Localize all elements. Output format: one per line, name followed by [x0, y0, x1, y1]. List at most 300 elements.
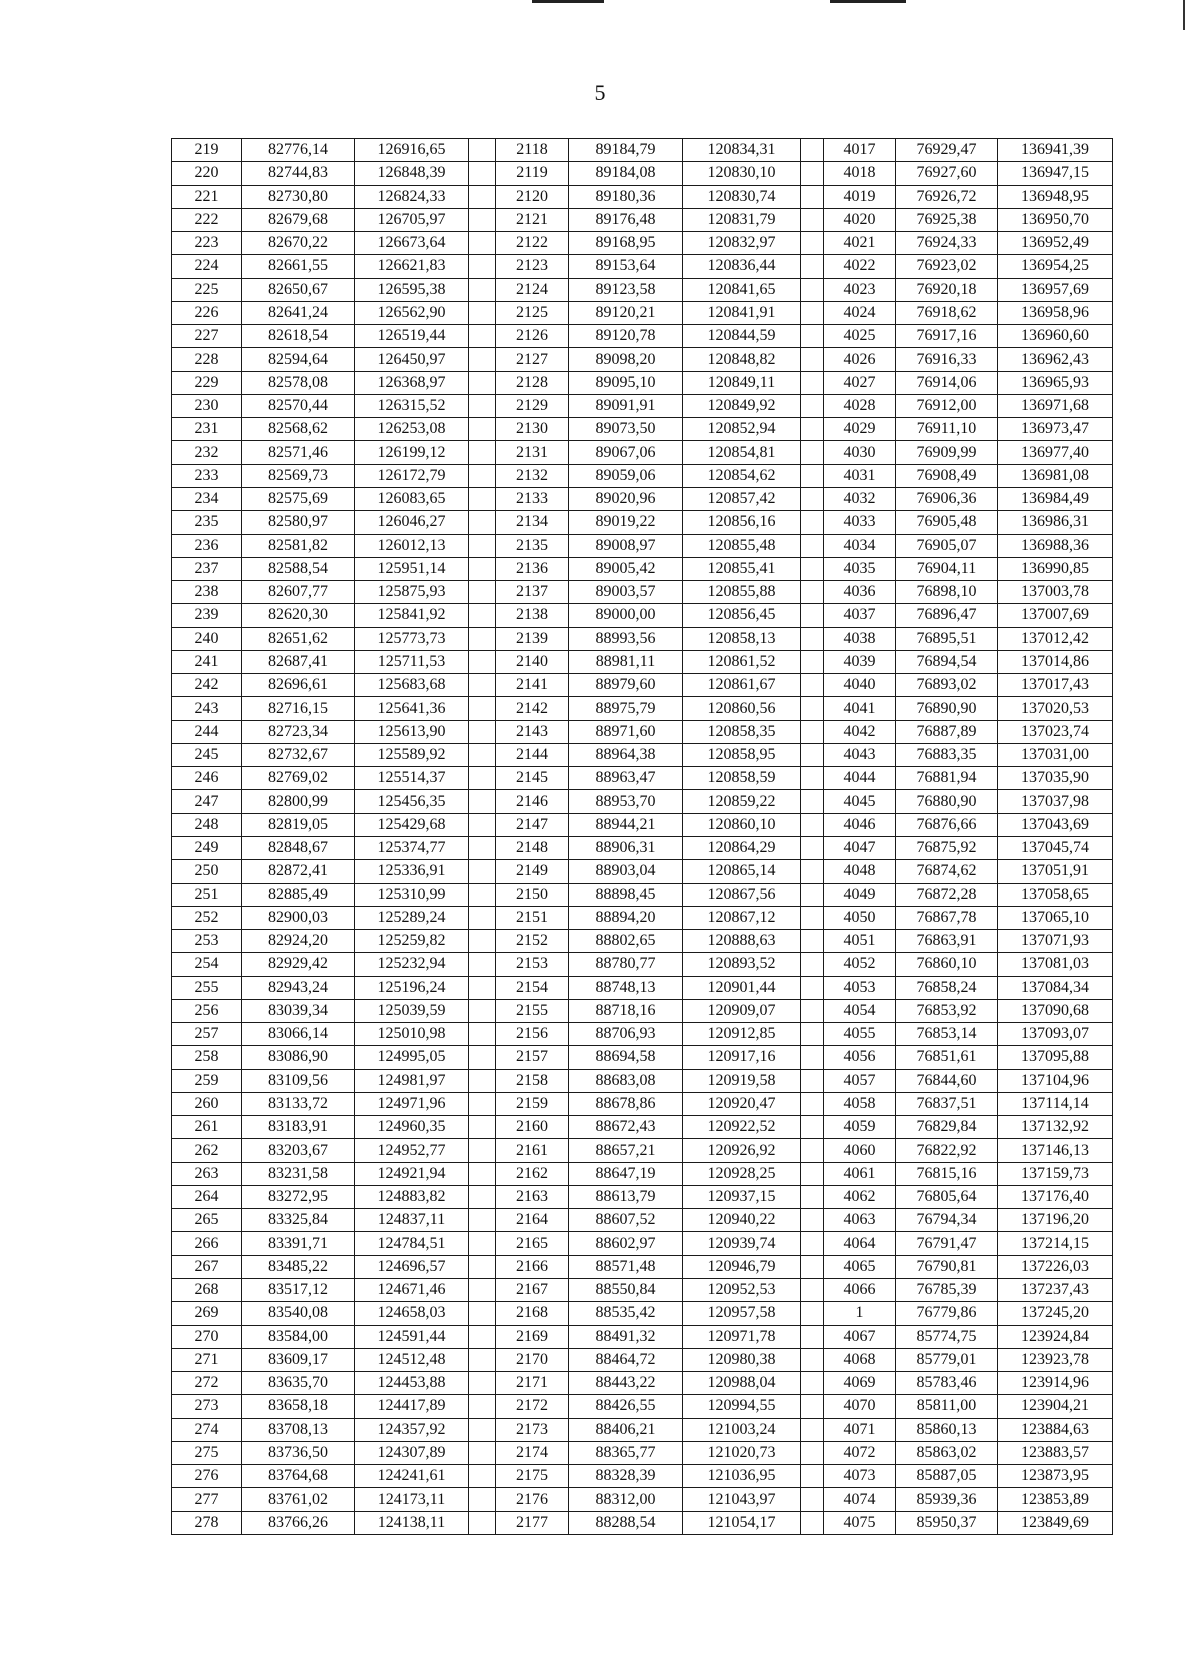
y-coordinate-cell: 123924,84: [998, 1325, 1113, 1348]
point-number-cell: 4029: [824, 418, 896, 441]
y-coordinate-cell: 120854,62: [683, 464, 801, 487]
spacer-cell: [469, 604, 496, 627]
x-coordinate-cell: 88944,21: [569, 813, 683, 836]
point-number-cell: 237: [172, 557, 242, 580]
y-coordinate-cell: 120865,14: [683, 860, 801, 883]
x-coordinate-cell: 85774,75: [896, 1325, 998, 1348]
y-coordinate-cell: 120888,63: [683, 930, 801, 953]
table-row: [172, 627, 1113, 650]
point-number-cell: 2165: [496, 1232, 569, 1255]
x-coordinate-cell: 76867,78: [896, 906, 998, 929]
point-number-cell: 259: [172, 1069, 242, 1092]
point-number-cell: 2133: [496, 487, 569, 510]
point-number-cell: 2140: [496, 650, 569, 673]
y-coordinate-cell: 120857,42: [683, 487, 801, 510]
y-coordinate-cell: 125336,91: [355, 860, 469, 883]
y-coordinate-cell: 125429,68: [355, 813, 469, 836]
x-coordinate-cell: 89153,64: [569, 255, 683, 278]
point-number-cell: 2141: [496, 674, 569, 697]
spacer-cell: [801, 278, 824, 301]
x-coordinate-cell: 83325,84: [242, 1209, 355, 1232]
point-number-cell: 4054: [824, 999, 896, 1022]
spacer-cell: [469, 255, 496, 278]
y-coordinate-cell: 137176,40: [998, 1185, 1113, 1208]
spacer-cell: [469, 1139, 496, 1162]
y-coordinate-cell: 124357,92: [355, 1418, 469, 1441]
y-coordinate-cell: 120855,48: [683, 534, 801, 557]
y-coordinate-cell: 121043,97: [683, 1488, 801, 1511]
point-number-cell: 231: [172, 418, 242, 441]
point-number-cell: 4019: [824, 185, 896, 208]
point-number-cell: 4071: [824, 1418, 896, 1441]
spacer-cell: [801, 418, 824, 441]
spacer-cell: [801, 139, 824, 162]
y-coordinate-cell: 120909,07: [683, 999, 801, 1022]
y-coordinate-cell: 126199,12: [355, 441, 469, 464]
spacer-cell: [469, 278, 496, 301]
y-coordinate-cell: 125613,90: [355, 720, 469, 743]
point-number-cell: 254: [172, 953, 242, 976]
y-coordinate-cell: 136973,47: [998, 418, 1113, 441]
point-number-cell: 265: [172, 1209, 242, 1232]
point-number-cell: 2174: [496, 1441, 569, 1464]
table-row: [172, 860, 1113, 883]
spacer-cell: [801, 813, 824, 836]
x-coordinate-cell: 76829,84: [896, 1116, 998, 1139]
table-row: [172, 534, 1113, 557]
spacer-cell: [801, 836, 824, 859]
table-row: [172, 720, 1113, 743]
y-coordinate-cell: 120867,56: [683, 883, 801, 906]
x-coordinate-cell: 76927,60: [896, 162, 998, 185]
y-coordinate-cell: 137020,53: [998, 697, 1113, 720]
point-number-cell: 2137: [496, 581, 569, 604]
y-coordinate-cell: 124138,11: [355, 1511, 469, 1534]
x-coordinate-cell: 76896,47: [896, 604, 998, 627]
x-coordinate-cell: 76905,48: [896, 511, 998, 534]
x-coordinate-cell: 89020,96: [569, 487, 683, 510]
spacer-cell: [801, 1325, 824, 1348]
spacer-cell: [469, 325, 496, 348]
y-coordinate-cell: 120971,78: [683, 1325, 801, 1348]
y-coordinate-cell: 120893,52: [683, 953, 801, 976]
table-row: [172, 1046, 1113, 1069]
point-number-cell: 2120: [496, 185, 569, 208]
x-coordinate-cell: 83485,22: [242, 1255, 355, 1278]
point-number-cell: 264: [172, 1185, 242, 1208]
x-coordinate-cell: 89123,58: [569, 278, 683, 301]
y-coordinate-cell: 120860,56: [683, 697, 801, 720]
y-coordinate-cell: 137114,14: [998, 1092, 1113, 1115]
spacer-cell: [469, 767, 496, 790]
y-coordinate-cell: 124837,11: [355, 1209, 469, 1232]
point-number-cell: 269: [172, 1302, 242, 1325]
y-coordinate-cell: 125875,93: [355, 581, 469, 604]
spacer-cell: [801, 464, 824, 487]
spacer-cell: [469, 441, 496, 464]
y-coordinate-cell: 120855,88: [683, 581, 801, 604]
y-coordinate-cell: 120858,59: [683, 767, 801, 790]
point-number-cell: 249: [172, 836, 242, 859]
x-coordinate-cell: 83517,12: [242, 1279, 355, 1302]
spacer-cell: [801, 1348, 824, 1371]
y-coordinate-cell: 125039,59: [355, 999, 469, 1022]
spacer-cell: [801, 1185, 824, 1208]
x-coordinate-cell: 76917,16: [896, 325, 998, 348]
x-coordinate-cell: 88443,22: [569, 1372, 683, 1395]
point-number-cell: 222: [172, 208, 242, 231]
spacer-cell: [469, 1069, 496, 1092]
y-coordinate-cell: 125259,82: [355, 930, 469, 953]
point-number-cell: 2149: [496, 860, 569, 883]
table-body: [172, 139, 1113, 1535]
y-coordinate-cell: 120852,94: [683, 418, 801, 441]
x-coordinate-cell: 85887,05: [896, 1465, 998, 1488]
x-coordinate-cell: 88780,77: [569, 953, 683, 976]
x-coordinate-cell: 89073,50: [569, 418, 683, 441]
y-coordinate-cell: 120988,04: [683, 1372, 801, 1395]
point-number-cell: 275: [172, 1441, 242, 1464]
point-number-cell: 2172: [496, 1395, 569, 1418]
x-coordinate-cell: 76880,90: [896, 790, 998, 813]
point-number-cell: 228: [172, 348, 242, 371]
page-number: 5: [594, 80, 606, 105]
x-coordinate-cell: 83231,58: [242, 1162, 355, 1185]
point-number-cell: 4037: [824, 604, 896, 627]
spacer-cell: [469, 743, 496, 766]
y-coordinate-cell: 124995,05: [355, 1046, 469, 1069]
y-coordinate-cell: 120860,10: [683, 813, 801, 836]
coordinates-table: [171, 138, 1113, 1535]
spacer-cell: [801, 581, 824, 604]
y-coordinate-cell: 123873,95: [998, 1465, 1113, 1488]
table-row: [172, 1348, 1113, 1371]
spacer-cell: [801, 1302, 824, 1325]
x-coordinate-cell: 88535,42: [569, 1302, 683, 1325]
point-number-cell: 4025: [824, 325, 896, 348]
x-coordinate-cell: 83540,08: [242, 1302, 355, 1325]
point-number-cell: 2154: [496, 976, 569, 999]
x-coordinate-cell: 82848,67: [242, 836, 355, 859]
spacer-cell: [469, 860, 496, 883]
y-coordinate-cell: 136954,25: [998, 255, 1113, 278]
x-coordinate-cell: 76920,18: [896, 278, 998, 301]
point-number-cell: 2132: [496, 464, 569, 487]
table-row: [172, 441, 1113, 464]
table-row: [172, 1511, 1113, 1534]
spacer-cell: [469, 208, 496, 231]
y-coordinate-cell: 125773,73: [355, 627, 469, 650]
x-coordinate-cell: 76924,33: [896, 232, 998, 255]
x-coordinate-cell: 76794,34: [896, 1209, 998, 1232]
point-number-cell: 4024: [824, 301, 896, 324]
point-number-cell: 2153: [496, 953, 569, 976]
spacer-cell: [801, 1092, 824, 1115]
point-number-cell: 4043: [824, 743, 896, 766]
top-edge-mark: [532, 0, 604, 3]
y-coordinate-cell: 120946,79: [683, 1255, 801, 1278]
table-row: [172, 139, 1113, 162]
point-number-cell: 4059: [824, 1116, 896, 1139]
y-coordinate-cell: 120849,11: [683, 371, 801, 394]
x-coordinate-cell: 88550,84: [569, 1279, 683, 1302]
spacer-cell: [469, 534, 496, 557]
y-coordinate-cell: 136960,60: [998, 325, 1113, 348]
x-coordinate-cell: 89019,22: [569, 511, 683, 534]
spacer-cell: [801, 1511, 824, 1534]
spacer-cell: [801, 1255, 824, 1278]
y-coordinate-cell: 120830,10: [683, 162, 801, 185]
y-coordinate-cell: 120834,31: [683, 139, 801, 162]
x-coordinate-cell: 82575,69: [242, 487, 355, 510]
x-coordinate-cell: 88979,60: [569, 674, 683, 697]
y-coordinate-cell: 137045,74: [998, 836, 1113, 859]
x-coordinate-cell: 88993,56: [569, 627, 683, 650]
x-coordinate-cell: 82607,77: [242, 581, 355, 604]
point-number-cell: 4020: [824, 208, 896, 231]
spacer-cell: [801, 185, 824, 208]
y-coordinate-cell: 126083,65: [355, 487, 469, 510]
spacer-cell: [469, 930, 496, 953]
spacer-cell: [801, 1441, 824, 1464]
x-coordinate-cell: 76876,66: [896, 813, 998, 836]
spacer-cell: [801, 325, 824, 348]
y-coordinate-cell: 137196,20: [998, 1209, 1113, 1232]
y-coordinate-cell: 137226,03: [998, 1255, 1113, 1278]
table-row: [172, 604, 1113, 627]
table-row: [172, 883, 1113, 906]
point-number-cell: 4035: [824, 557, 896, 580]
spacer-cell: [801, 790, 824, 813]
table-row: [172, 790, 1113, 813]
x-coordinate-cell: 89184,79: [569, 139, 683, 162]
point-number-cell: 2156: [496, 1023, 569, 1046]
spacer-cell: [801, 208, 824, 231]
y-coordinate-cell: 120920,47: [683, 1092, 801, 1115]
spacer-cell: [801, 650, 824, 673]
y-coordinate-cell: 136990,85: [998, 557, 1113, 580]
point-number-cell: 4067: [824, 1325, 896, 1348]
y-coordinate-cell: 124453,88: [355, 1372, 469, 1395]
point-number-cell: 260: [172, 1092, 242, 1115]
x-coordinate-cell: 82872,41: [242, 860, 355, 883]
x-coordinate-cell: 83203,67: [242, 1139, 355, 1162]
y-coordinate-cell: 123914,96: [998, 1372, 1113, 1395]
spacer-cell: [469, 1046, 496, 1069]
spacer-cell: [469, 371, 496, 394]
x-coordinate-cell: 76905,07: [896, 534, 998, 557]
x-coordinate-cell: 89008,97: [569, 534, 683, 557]
spacer-cell: [469, 394, 496, 417]
point-number-cell: 2152: [496, 930, 569, 953]
point-number-cell: 4047: [824, 836, 896, 859]
x-coordinate-cell: 88683,08: [569, 1069, 683, 1092]
y-coordinate-cell: 137037,98: [998, 790, 1113, 813]
point-number-cell: 2122: [496, 232, 569, 255]
x-coordinate-cell: 82578,08: [242, 371, 355, 394]
x-coordinate-cell: 85783,46: [896, 1372, 998, 1395]
spacer-cell: [469, 627, 496, 650]
y-coordinate-cell: 124981,97: [355, 1069, 469, 1092]
x-coordinate-cell: 89120,21: [569, 301, 683, 324]
y-coordinate-cell: 137093,07: [998, 1023, 1113, 1046]
table-row: [172, 1418, 1113, 1441]
spacer-cell: [469, 581, 496, 604]
spacer-cell: [469, 813, 496, 836]
x-coordinate-cell: 82730,80: [242, 185, 355, 208]
point-number-cell: 4051: [824, 930, 896, 953]
x-coordinate-cell: 88406,21: [569, 1418, 683, 1441]
point-number-cell: 221: [172, 185, 242, 208]
point-number-cell: 4072: [824, 1441, 896, 1464]
y-coordinate-cell: 137104,96: [998, 1069, 1113, 1092]
x-coordinate-cell: 82776,14: [242, 139, 355, 162]
spacer-cell: [801, 1418, 824, 1441]
y-coordinate-cell: 124512,48: [355, 1348, 469, 1371]
y-coordinate-cell: 124952,77: [355, 1139, 469, 1162]
x-coordinate-cell: 88964,38: [569, 743, 683, 766]
y-coordinate-cell: 124591,44: [355, 1325, 469, 1348]
x-coordinate-cell: 76906,36: [896, 487, 998, 510]
point-number-cell: 1: [824, 1302, 896, 1325]
y-coordinate-cell: 126621,83: [355, 255, 469, 278]
y-coordinate-cell: 126046,27: [355, 511, 469, 534]
point-number-cell: 2168: [496, 1302, 569, 1325]
spacer-cell: [469, 1255, 496, 1278]
y-coordinate-cell: 120858,95: [683, 743, 801, 766]
table-row: [172, 557, 1113, 580]
point-number-cell: 4053: [824, 976, 896, 999]
point-number-cell: 245: [172, 743, 242, 766]
y-coordinate-cell: 120858,13: [683, 627, 801, 650]
spacer-cell: [469, 1395, 496, 1418]
x-coordinate-cell: 76887,89: [896, 720, 998, 743]
x-coordinate-cell: 76779,86: [896, 1302, 998, 1325]
x-coordinate-cell: 88312,00: [569, 1488, 683, 1511]
y-coordinate-cell: 120849,92: [683, 394, 801, 417]
spacer-cell: [801, 1162, 824, 1185]
x-coordinate-cell: 82650,67: [242, 278, 355, 301]
x-coordinate-cell: 76911,10: [896, 418, 998, 441]
point-number-cell: 2155: [496, 999, 569, 1022]
point-number-cell: 2163: [496, 1185, 569, 1208]
x-coordinate-cell: 82571,46: [242, 441, 355, 464]
spacer-cell: [801, 604, 824, 627]
point-number-cell: 255: [172, 976, 242, 999]
x-coordinate-cell: 88706,93: [569, 1023, 683, 1046]
table-row: [172, 836, 1113, 859]
spacer-cell: [469, 674, 496, 697]
x-coordinate-cell: 76815,16: [896, 1162, 998, 1185]
x-coordinate-cell: 82581,82: [242, 534, 355, 557]
table-row: [172, 674, 1113, 697]
x-coordinate-cell: 76893,02: [896, 674, 998, 697]
y-coordinate-cell: 124883,82: [355, 1185, 469, 1208]
y-coordinate-cell: 137043,69: [998, 813, 1113, 836]
y-coordinate-cell: 125456,35: [355, 790, 469, 813]
spacer-cell: [469, 650, 496, 673]
point-number-cell: 235: [172, 511, 242, 534]
table-row: [172, 464, 1113, 487]
spacer-cell: [801, 1279, 824, 1302]
y-coordinate-cell: 120867,12: [683, 906, 801, 929]
x-coordinate-cell: 76874,62: [896, 860, 998, 883]
table-row: [172, 1209, 1113, 1232]
point-number-cell: 271: [172, 1348, 242, 1371]
x-coordinate-cell: 88898,45: [569, 883, 683, 906]
point-number-cell: 277: [172, 1488, 242, 1511]
x-coordinate-cell: 88802,65: [569, 930, 683, 953]
y-coordinate-cell: 126595,38: [355, 278, 469, 301]
y-coordinate-cell: 125841,92: [355, 604, 469, 627]
spacer-cell: [469, 1092, 496, 1115]
x-coordinate-cell: 83391,71: [242, 1232, 355, 1255]
y-coordinate-cell: 137132,92: [998, 1116, 1113, 1139]
spacer-cell: [801, 1372, 824, 1395]
x-coordinate-cell: 76926,72: [896, 185, 998, 208]
y-coordinate-cell: 126172,79: [355, 464, 469, 487]
y-coordinate-cell: 120841,65: [683, 278, 801, 301]
spacer-cell: [801, 1232, 824, 1255]
y-coordinate-cell: 123883,57: [998, 1441, 1113, 1464]
x-coordinate-cell: 88426,55: [569, 1395, 683, 1418]
spacer-cell: [801, 1023, 824, 1046]
x-coordinate-cell: 82924,20: [242, 930, 355, 953]
point-number-cell: 2157: [496, 1046, 569, 1069]
x-coordinate-cell: 89059,06: [569, 464, 683, 487]
point-number-cell: 274: [172, 1418, 242, 1441]
table-row: [172, 1185, 1113, 1208]
y-coordinate-cell: 120917,16: [683, 1046, 801, 1069]
y-coordinate-cell: 120856,16: [683, 511, 801, 534]
x-coordinate-cell: 82744,83: [242, 162, 355, 185]
x-coordinate-cell: 85863,02: [896, 1441, 998, 1464]
table-row: [172, 487, 1113, 510]
y-coordinate-cell: 126450,97: [355, 348, 469, 371]
point-number-cell: 263: [172, 1162, 242, 1185]
spacer-cell: [801, 348, 824, 371]
y-coordinate-cell: 137081,03: [998, 953, 1113, 976]
point-number-cell: 4055: [824, 1023, 896, 1046]
x-coordinate-cell: 76895,51: [896, 627, 998, 650]
x-coordinate-cell: 76863,91: [896, 930, 998, 953]
point-number-cell: 4030: [824, 441, 896, 464]
point-number-cell: 253: [172, 930, 242, 953]
point-number-cell: 268: [172, 1279, 242, 1302]
x-coordinate-cell: 82900,03: [242, 906, 355, 929]
point-number-cell: 219: [172, 139, 242, 162]
x-coordinate-cell: 88906,31: [569, 836, 683, 859]
y-coordinate-cell: 120856,45: [683, 604, 801, 627]
x-coordinate-cell: 83766,26: [242, 1511, 355, 1534]
x-coordinate-cell: 89095,10: [569, 371, 683, 394]
y-coordinate-cell: 125310,99: [355, 883, 469, 906]
point-number-cell: 4031: [824, 464, 896, 487]
x-coordinate-cell: 82800,99: [242, 790, 355, 813]
point-number-cell: 238: [172, 581, 242, 604]
x-coordinate-cell: 82679,68: [242, 208, 355, 231]
point-number-cell: 2126: [496, 325, 569, 348]
y-coordinate-cell: 120859,22: [683, 790, 801, 813]
table-row: [172, 697, 1113, 720]
x-coordinate-cell: 89067,06: [569, 441, 683, 464]
point-number-cell: 2128: [496, 371, 569, 394]
table-row: [172, 813, 1113, 836]
y-coordinate-cell: 126824,33: [355, 185, 469, 208]
y-coordinate-cell: 120919,58: [683, 1069, 801, 1092]
spacer-cell: [801, 627, 824, 650]
y-coordinate-cell: 124971,96: [355, 1092, 469, 1115]
